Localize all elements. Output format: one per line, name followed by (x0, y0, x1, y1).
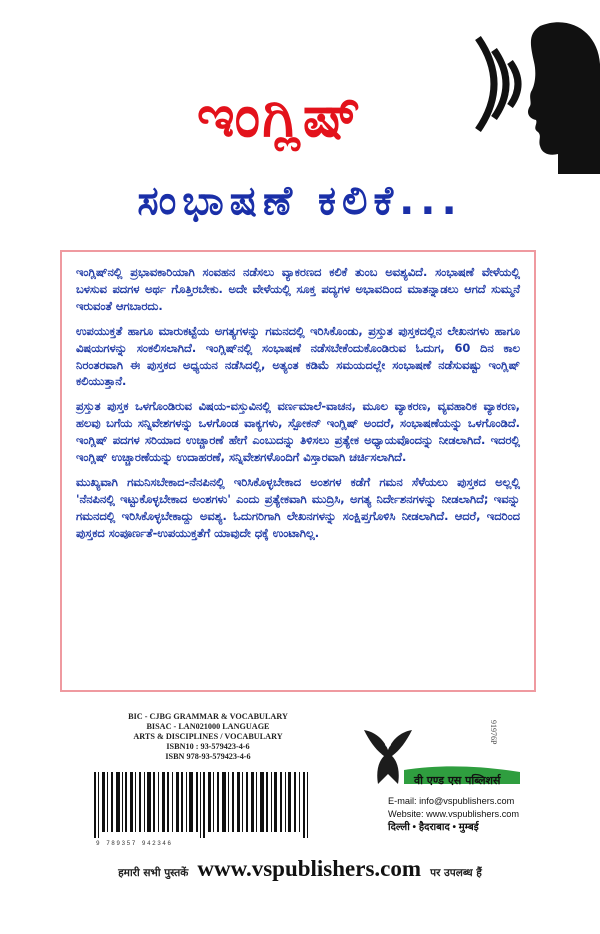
book-subtitle: ಸಂಭಾಷಣೆ ಕಲಿಕೆ... (137, 178, 463, 224)
publisher-email[interactable]: E-mail: info@vspublishers.com (388, 796, 515, 806)
publisher-name: वी एण्ड एस पब्लिशर्स (414, 774, 501, 787)
isbn13: ISBN 978-93-579423-4-6 (165, 752, 251, 761)
description-paragraph: ಪ್ರಸ್ತುತ ಪುಸ್ತಕ ಒಳಗೊಂಡಿರುವ ವಿಷಯ-ವಸ್ತುವಿನಲ್ಲಿ ವರ್ಣಮಾಲೆ-ವಾಚನ, ಮೂಲ ವ್ಯಾಕರಣ, ವ್ಯವಹಾರಿಕ ವ್ಯಾಕರಣ, ಹಲವು ಬಗೆಯ ಸನ್ನಿವೇಶಗಳನ್ನು ಒಳಗೊಂಡ ವಾಕ್ಯಗಳು, ಸ್ಪೋಕನ್ ಇಂಗ್ಲಿಷ್ ಅಂದರೆ, ಸಂಭಾಷಣೆಯನ್ನು ಒಳಗೊಂಡಿದೆ. ಇಂಗ್ಲಿಷ್ ಪದಗಳ ಸರಿಯಾದ ಉಚ್ಚಾರಣೆ ಹೇಗೆ ಎಂಬುದನ್ನು ತಿಳಿಸಲು ಪ್ರತ್ಯೇಕ ಅಧ್ಯಾಯವೊಂದನ್ನು ನೀಡಲಾಗಿದೆ. ಇದರಲ್ಲಿ ಇಂಗ್ಲಿಷ್ ಉಚ್ಚಾರಣೆಯನ್ನು ಉದಾಹರಣೆ, ಸನ್ನಿವೇಶಗಳೊಂದಿಗೆ ವಿಸ್ತಾರವಾಗಿ ಚರ್ಚಿಸಲಾಗಿದೆ. (76, 399, 520, 465)
description-paragraph: ಮುಖ್ಯವಾಗಿ ಗಮನಿಸಬೇಕಾದ-ನೆನಪಿನಲ್ಲಿ ಇರಿಸಿಕೊಳ್ಳಬೇಕಾದ ಅಂಶಗಳ ಕಡೆಗೆ ಗಮನ ಸೆಳೆಯಲು ಪುಸ್ತಕದ ಅಲ್ಲಲ್ಲಿ 'ನೆನಪಿನಲ್ಲಿ ಇಟ್ಟುಕೊಳ್ಳಬೇಕಾದ ಅಂಶಗಳು' ಎಂದು ಪ್ರತ್ಯೇಕವಾಗಿ ಮುದ್ರಿಸಿ, ಅಗತ್ಯ ನಿರ್ದೇಶನಗಳನ್ನು ನೀಡಲಾಗಿದೆ; ಇವನ್ನು ಗಮನದಲ್ಲಿ ಇರಿಸಿಕೊಳ್ಳಬೇಕಾದ್ದು ಅವಶ್ಯ. ಓದುಗರಿಗಾಗಿ ಲೇಖನಗಳನ್ನು ಸಂಕ್ಷಿಪ್ತಗೊಳಿಸಿ ನೀಡಲಾಗಿದೆ. ಆದರೆ, ಇದರಿಂದ ಪುಸ್ತಕದ ಸಂಪೂರ್ಣತೆ-ಉಪಯುಕ್ತತೆಗೆ ಯಾವುದೇ ಧಕ್ಕೆ ಉಂಟಾಗಿಲ್ಲ. (76, 474, 520, 540)
barcode-icon (88, 772, 320, 838)
publisher-website[interactable]: Website: www.vspublishers.com (388, 809, 520, 819)
barcode-block (88, 712, 328, 847)
description-paragraph: ಇಂಗ್ಲಿಷ್‌ನಲ್ಲಿ ಪ್ರಭಾವಕಾರಿಯಾಗಿ ಸಂವಹನ ನಡೆಸಲು ವ್ಯಾಕರಣದ ಕಲಿಕೆ ತುಂಬ ಅವಶ್ಯವಿದೆ. ಸಂಭಾಷಣೆ ವೇಳೆಯಲ್ಲಿ ಬಳಸುವ ಪದಗಳ ಅರ್ಥ ಗೊತ್ತಿರಬೇಕು. ಅದೇ ವೇಳೆಯಲ್ಲಿ ಸೂಕ್ತ ಪದ್ಯಗಳ ಅಭಾವದಿಂದ ಮಾತನ್ನಾಡಲು ಆಗದೆ ಸುಮ್ಮನೆ ಇರುವಂತೆ ಆಗಬಾರದು. (76, 265, 520, 313)
bisac-category: ARTS & DISCIPLINES / VOCABULARY (133, 732, 283, 741)
footer-line (0, 856, 600, 882)
description-paragraph: ಉಪಯುಕ್ತತೆ ಹಾಗೂ ಮಾರುಕಟ್ಟೆಯ ಅಗತ್ಯಗಳನ್ನು ಗಮನದಲ್ಲಿ ಇರಿಸಿಕೊಂಡು, ಪ್ರಸ್ತುತ ಪುಸ್ತಕದಲ್ಲಿನ ಲೇಖನಗಳು ಹಾಗೂ ವಿಷಯಗಳನ್ನು ಸಂಕಲಿಸಲಾಗಿದೆ. ಇಂಗ್ಲಿಷ್‌ನಲ್ಲಿ ಸಂಭಾಷಣೆ ನಡೆಸಬೇಕೆಂದುಕೊಂಡಿರುವ ಓದುಗ, 60 ದಿನ ಕಾಲ ನಿರಂತರವಾಗಿ ಈ ಪುಸ್ತಕದ ಅಧ್ಯಯನ ನಡೆಸಿದಲ್ಲಿ, ಅತ್ಯಂತ ಕಡಿಮೆ ಸಮಯದಲ್ಲೇ ಸಂಭಾಷಣೆ ನಡೆಸುವಷ್ಟು ಇಂಗ್ಲಿಷ್ ಕಲಿಯುತ್ತಾನೆ. (76, 323, 520, 389)
footer-url-link[interactable]: www.vspublishers.com (197, 856, 422, 881)
description-box (60, 250, 536, 692)
speaking-head-icon (470, 14, 600, 174)
book-title: ಇಂಗ್ಲಿಷ್ (196, 82, 364, 150)
publisher-info (388, 795, 558, 834)
barcode-number: 9 789357 942346 (96, 840, 173, 847)
side-code: 91976P (489, 720, 498, 745)
isbn10: ISBN10 : 93-579423-4-6 (166, 742, 250, 751)
bisac-code: BISAC - LAN021000 LANGUAGE (146, 722, 270, 731)
publisher-cities: दिल्ली • हैदराबाद • मुम्बई (388, 822, 479, 833)
footer-suffix: पर उपलब्ध हैं (430, 867, 482, 879)
footer-prefix: हमारी सभी पुस्तकें (118, 867, 189, 879)
bic-code: BIC - CJBG GRAMMAR & VOCABULARY (128, 712, 288, 721)
